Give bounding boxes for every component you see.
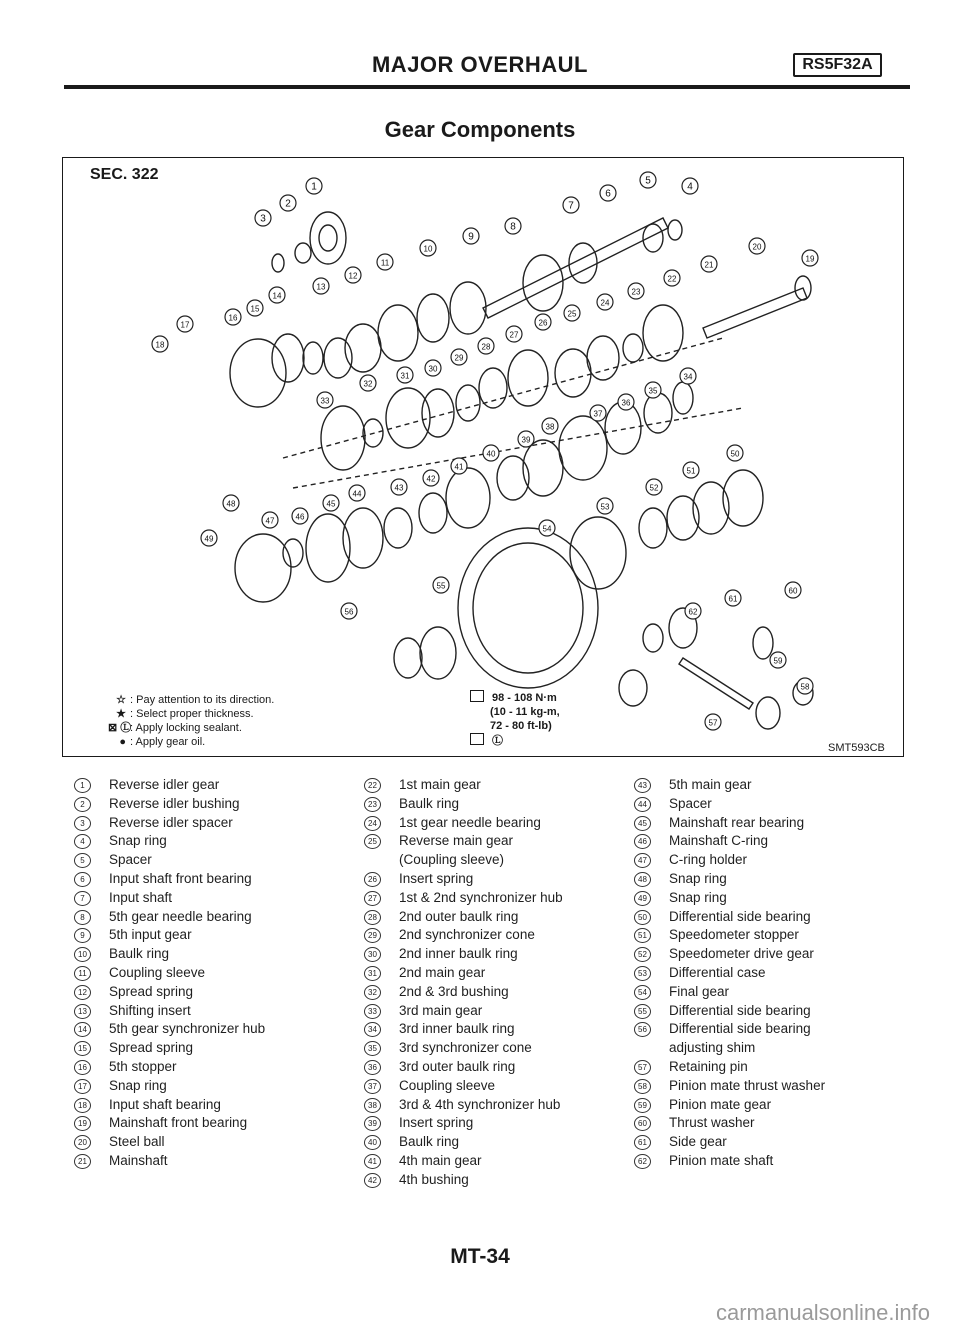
callout-number: 16 [228, 313, 238, 323]
part-name: Thrust washer [669, 1115, 755, 1131]
part-number-badge: 49 [634, 891, 651, 906]
part-name: 1st gear needle bearing [399, 814, 541, 830]
part-number-badge: 28 [364, 910, 381, 925]
legend-row [108, 693, 274, 707]
callout-number: 42 [426, 474, 436, 484]
part-number-badge: 25 [364, 834, 381, 849]
callout-number: 14 [272, 291, 282, 301]
parts-list-item [364, 983, 563, 1002]
parts-list-item [74, 926, 265, 945]
legend-symbol: ● [119, 736, 126, 748]
callout-number: 25 [567, 309, 577, 319]
part-name: 3rd synchronizer cone [399, 1040, 532, 1056]
legend-text: : Pay attention to its direction. [130, 694, 275, 706]
callout-number: 62 [688, 607, 698, 617]
part-name: Snap ring [669, 889, 727, 905]
callout-number: 61 [728, 594, 738, 604]
callout-number: 35 [648, 386, 658, 396]
legend-symbol: ⊠ Ⓛ [108, 722, 132, 734]
parts-list-item [634, 945, 825, 964]
parts-list-item [74, 1077, 265, 1096]
callout-number: 43 [394, 483, 404, 493]
parts-list-item [74, 1020, 265, 1039]
part-number-badge: 15 [74, 1041, 91, 1056]
parts-list-item [634, 795, 825, 814]
part-number-badge: 8 [74, 910, 91, 925]
parts-list-item [74, 776, 265, 795]
part-name: 3rd inner baulk ring [399, 1021, 515, 1037]
part-name: C-ring holder [669, 852, 748, 868]
part-number-badge: 16 [74, 1060, 91, 1075]
part-number-badge: 35 [364, 1041, 381, 1056]
part-number-badge: 29 [364, 928, 381, 943]
parts-list-item [634, 926, 825, 945]
callout-number: 19 [805, 254, 815, 264]
parts-list-item [634, 851, 825, 870]
figure-reference-code: SMT593CB [828, 742, 885, 754]
part-number-badge: 19 [74, 1116, 91, 1131]
callout-number: 28 [481, 342, 491, 352]
section-title: Gear Components [384, 117, 576, 142]
parts-list-item [634, 832, 825, 851]
parts-list-item [364, 926, 563, 945]
parts-list-item [364, 908, 563, 927]
part-name: Shifting insert [109, 1002, 191, 1018]
callout-number: 13 [316, 282, 326, 292]
part-number-badge: 46 [634, 834, 651, 849]
callout-number: 50 [730, 449, 740, 459]
part-name: Coupling sleeve [399, 1077, 496, 1093]
part-name: 2nd inner baulk ring [399, 946, 518, 962]
part-number-badge: 45 [634, 816, 651, 831]
part-number-badge: 30 [364, 947, 381, 962]
part-number-badge: 43 [634, 778, 651, 793]
part-number-badge: 56 [634, 1022, 651, 1037]
part-number-badge: 48 [634, 872, 651, 887]
header-rule [64, 85, 910, 89]
parts-list-item [634, 1002, 825, 1021]
parts-list-item [364, 1002, 563, 1021]
parts-list-item [364, 814, 563, 833]
part-number-badge: 47 [634, 853, 651, 868]
torque-spec [470, 690, 560, 748]
part-number-badge: 34 [364, 1022, 381, 1037]
parts-list-item [634, 983, 825, 1002]
parts-list-item [74, 983, 265, 1002]
part-number-badge: 9 [74, 928, 91, 943]
part-name: Differential case [669, 964, 766, 980]
part-name: Differential side bearing [669, 908, 811, 924]
part-name: 2nd main gear [399, 964, 486, 980]
part-name: Spacer [109, 852, 152, 868]
callout-number: 56 [344, 607, 354, 617]
torque-value-ftlb: 72 - 80 ft-lb) [490, 720, 552, 732]
part-name: Insert spring [399, 870, 474, 886]
legend-row [108, 707, 274, 721]
parts-list-item [74, 1096, 265, 1115]
part-number-badge: 61 [634, 1135, 651, 1150]
part-name: 5th gear synchronizer hub [109, 1021, 266, 1037]
part-name: 5th input gear [109, 927, 192, 943]
part-number-badge: 11 [74, 966, 91, 981]
part-name: Mainshaft front bearing [109, 1115, 248, 1131]
part-name: Pinion mate gear [669, 1096, 772, 1112]
part-name: Mainshaft C-ring [669, 833, 769, 849]
part-name: 3rd main gear [399, 1002, 483, 1018]
part-name: Spread spring [109, 1040, 194, 1056]
callout-number: 8 [510, 221, 516, 233]
parts-list-item [364, 1133, 563, 1152]
callout-number: 36 [621, 398, 631, 408]
part-name: Mainshaft [109, 1152, 168, 1168]
callout-number: 10 [423, 244, 433, 254]
part-number-badge: 7 [74, 891, 91, 906]
parts-list-item [364, 851, 563, 870]
part-name: Snap ring [109, 1077, 167, 1093]
legend-symbol: ★ [116, 708, 126, 720]
parts-list-item [74, 851, 265, 870]
part-name: Reverse idler bushing [109, 795, 240, 811]
callout-number: 12 [348, 271, 358, 281]
parts-list-item [74, 1039, 265, 1058]
part-number-badge: 18 [74, 1098, 91, 1113]
header-title: MAJOR OVERHAUL [371, 52, 588, 77]
part-name: Differential side bearing [669, 1021, 811, 1037]
parts-list-item [634, 1133, 825, 1152]
part-name: 1st & 2nd synchronizer hub [399, 889, 563, 905]
part-number-badge: 40 [364, 1135, 381, 1150]
part-name: Input shaft bearing [109, 1096, 221, 1112]
callout-number: 47 [265, 516, 275, 526]
parts-list-item [74, 1152, 265, 1171]
callout-number: 34 [683, 372, 693, 382]
part-number-badge: 38 [364, 1098, 381, 1113]
callout-number: 22 [667, 274, 677, 284]
parts-list-item [364, 870, 563, 889]
legend [108, 693, 274, 749]
part-name: Steel ball [109, 1134, 165, 1150]
part-number-badge: 59 [634, 1098, 651, 1113]
parts-list-item [74, 908, 265, 927]
part-name: 2nd synchronizer cone [399, 927, 535, 943]
callout-number: 57 [708, 718, 718, 728]
part-name: Speedometer stopper [669, 927, 799, 943]
part-number-badge: 53 [634, 966, 651, 981]
callout-number: 38 [545, 422, 555, 432]
exploded-gear-diagram [63, 158, 903, 756]
part-name: Snap ring [109, 833, 167, 849]
part-name: Input shaft front bearing [109, 870, 252, 886]
parts-list-item [74, 832, 265, 851]
parts-list-item [634, 870, 825, 889]
parts-list-item [74, 795, 265, 814]
part-number-badge: 12 [74, 985, 91, 1000]
part-name: adjusting shim [669, 1040, 756, 1056]
parts-list-item [364, 1039, 563, 1058]
parts-list-item [364, 1058, 563, 1077]
part-number-badge: 6 [74, 872, 91, 887]
part-name: Side gear [669, 1134, 727, 1150]
part-name: 2nd & 3rd bushing [399, 983, 509, 999]
callout-labels [152, 172, 818, 730]
callout-number: 39 [521, 435, 531, 445]
callout-number: 52 [649, 483, 659, 493]
callout-number: 45 [326, 499, 336, 509]
parts-list-item [634, 1152, 825, 1171]
legend-text: : Apply locking sealant. [130, 722, 242, 734]
callout-number: 5 [645, 175, 651, 187]
part-number-badge: 31 [364, 966, 381, 981]
parts-list-item [364, 1152, 563, 1171]
parts-list-item [634, 1039, 825, 1058]
part-name: Reverse main gear [399, 833, 514, 849]
parts-list-item [634, 889, 825, 908]
callout-number: 9 [468, 231, 474, 243]
parts-list-item [364, 776, 563, 795]
part-name: Baulk ring [399, 1134, 460, 1150]
part-number-badge: 5 [74, 853, 91, 868]
parts-list-item [634, 1020, 825, 1039]
part-name: Snap ring [669, 870, 727, 886]
part-name: Pinion mate shaft [669, 1152, 774, 1168]
part-number-badge: 27 [364, 891, 381, 906]
part-name: Reverse idler spacer [109, 814, 233, 830]
parts-list-item [74, 1114, 265, 1133]
legend-row [108, 721, 274, 735]
callout-number: 37 [593, 409, 603, 419]
callout-number: 17 [180, 320, 190, 330]
part-name: 4th bushing [399, 1171, 469, 1187]
callout-number: 1 [311, 181, 317, 193]
parts-list-item [634, 964, 825, 983]
callout-number: 32 [363, 379, 373, 389]
parts-list-item [74, 945, 265, 964]
part-number-badge: 21 [74, 1154, 91, 1169]
part-name: Speedometer drive gear [669, 946, 814, 962]
parts-list-item [364, 945, 563, 964]
parts-list-item [634, 776, 825, 795]
part-number-badge: 57 [634, 1060, 651, 1075]
part-name: 5th gear needle bearing [109, 908, 252, 924]
part-number-badge: 52 [634, 947, 651, 962]
parts-list-column-1 [74, 776, 265, 1171]
part-number-badge: 24 [364, 816, 381, 831]
watermark: carmanualsonline.info [715, 1300, 930, 1325]
callout-number: 60 [788, 586, 798, 596]
part-number-badge: 51 [634, 928, 651, 943]
part-number-badge: 10 [74, 947, 91, 962]
callout-number: 23 [631, 287, 641, 297]
part-number-badge: 14 [74, 1022, 91, 1037]
callout-number: 54 [542, 524, 552, 534]
part-number-badge: 1 [74, 778, 91, 793]
part-name: 4th main gear [399, 1152, 482, 1168]
parts-list-item [364, 1171, 563, 1190]
part-name: 3rd outer baulk ring [399, 1058, 516, 1074]
parts-list-item [74, 964, 265, 983]
parts-list-item [74, 889, 265, 908]
callout-number: 51 [686, 466, 696, 476]
parts-list-item [74, 1058, 265, 1077]
part-number-badge: 58 [634, 1079, 651, 1094]
parts-list-item [364, 1077, 563, 1096]
part-number-badge: 13 [74, 1004, 91, 1019]
legend-row [108, 735, 274, 749]
part-name: Pinion mate thrust washer [669, 1077, 826, 1093]
torque-value: 98 - 108 N·m [492, 692, 557, 704]
part-number-badge: 17 [74, 1079, 91, 1094]
part-name: 5th main gear [669, 777, 752, 792]
parts-list-item [364, 832, 563, 851]
part-number-badge: 44 [634, 797, 651, 812]
sec-label: SEC. 322 [90, 166, 159, 183]
torque-value-kgm: (10 - 11 kg-m, [490, 706, 560, 718]
callout-number: 55 [436, 581, 446, 591]
part-name: Insert spring [399, 1115, 474, 1131]
callout-number: 20 [752, 242, 762, 252]
parts-list-item [364, 795, 563, 814]
callout-number: 4 [687, 181, 693, 193]
parts-list-item [364, 1114, 563, 1133]
part-number-badge: 60 [634, 1116, 651, 1131]
part-name: Baulk ring [109, 946, 170, 962]
callout-number: 6 [605, 188, 611, 200]
part-name: Spread spring [109, 983, 194, 999]
callout-number: 2 [285, 198, 291, 210]
sealant-icon [470, 733, 484, 745]
callout-number: 26 [538, 318, 548, 328]
callout-number: 29 [454, 353, 464, 363]
callout-number: 7 [568, 200, 574, 212]
part-number-badge: 62 [634, 1154, 651, 1169]
part-name: Mainshaft rear bearing [669, 814, 805, 830]
part-number-badge: 54 [634, 985, 651, 1000]
model-badge: RS5F32A [793, 53, 882, 77]
part-number-badge: 55 [634, 1004, 651, 1019]
part-name: Baulk ring [399, 795, 460, 811]
callout-number: 48 [226, 499, 236, 509]
part-name: (Coupling sleeve) [399, 852, 505, 868]
part-number-badge: 22 [364, 778, 381, 793]
callout-number: 40 [486, 449, 496, 459]
part-name: Reverse idler gear [109, 777, 220, 792]
page-number: MT-34 [450, 1245, 510, 1268]
part-number-badge: 32 [364, 985, 381, 1000]
parts-list-item [74, 814, 265, 833]
callout-number: 18 [155, 340, 165, 350]
callout-number: 24 [600, 298, 610, 308]
callout-number: 15 [250, 304, 260, 314]
parts-list-item [74, 1133, 265, 1152]
callout-number: 30 [428, 364, 438, 374]
callout-number: 53 [600, 502, 610, 512]
part-name: Retaining pin [669, 1058, 748, 1074]
callout-number: 58 [800, 682, 810, 692]
part-number-badge: 50 [634, 910, 651, 925]
part-name: Input shaft [109, 889, 173, 905]
part-number-badge: 39 [364, 1116, 381, 1131]
part-number-badge: 41 [364, 1154, 381, 1169]
part-number-badge: 42 [364, 1173, 381, 1188]
parts-list-column-3 [634, 776, 825, 1171]
parts-list-item [634, 1096, 825, 1115]
callout-number: 33 [320, 396, 330, 406]
callout-number: 41 [454, 462, 464, 472]
part-name: 5th stopper [109, 1058, 177, 1074]
part-number-badge: 4 [74, 834, 91, 849]
part-number-badge: 23 [364, 797, 381, 812]
parts-list-item [364, 1096, 563, 1115]
part-name: 1st main gear [399, 777, 481, 792]
part-number-badge: 20 [74, 1135, 91, 1150]
callout-number: 27 [509, 330, 519, 340]
part-name: 3rd & 4th synchronizer hub [399, 1096, 561, 1112]
parts-list-item [364, 1020, 563, 1039]
parts-list-item [634, 1058, 825, 1077]
legend-text: : Apply gear oil. [130, 736, 206, 748]
parts-list-item [364, 889, 563, 908]
callout-number: 59 [773, 656, 783, 666]
part-number-badge: 36 [364, 1060, 381, 1075]
part-number-badge: 26 [364, 872, 381, 887]
parts-list-item [634, 814, 825, 833]
part-name: Spacer [669, 795, 712, 811]
parts-list-column-2 [364, 776, 563, 1190]
parts-list-item [634, 1114, 825, 1133]
parts-list-item [634, 1077, 825, 1096]
part-name: 2nd outer baulk ring [399, 908, 519, 924]
part-number-badge: 37 [364, 1079, 381, 1094]
callout-number: 21 [704, 260, 714, 270]
callout-number: 3 [260, 213, 266, 225]
callout-number: 46 [295, 512, 305, 522]
part-number-badge: 2 [74, 797, 91, 812]
callout-number: 11 [380, 258, 390, 268]
callout-number: 44 [352, 489, 362, 499]
legend-text: : Select proper thickness. [130, 708, 254, 720]
parts-list-item [74, 1002, 265, 1021]
callout-number: 31 [400, 371, 410, 381]
part-name: Differential side bearing [669, 1002, 811, 1018]
parts-list-item [74, 870, 265, 889]
callout-number: 49 [204, 534, 214, 544]
part-name: Final gear [669, 983, 730, 999]
part-number-badge: 33 [364, 1004, 381, 1019]
part-name: Coupling sleeve [109, 964, 206, 980]
parts-list-item [364, 964, 563, 983]
sealant-symbol: Ⓛ [492, 735, 503, 747]
part-number-badge: 3 [74, 816, 91, 831]
legend-symbol: ☆ [116, 694, 126, 706]
parts-list-item [634, 908, 825, 927]
torque-wrench-icon [470, 690, 484, 702]
